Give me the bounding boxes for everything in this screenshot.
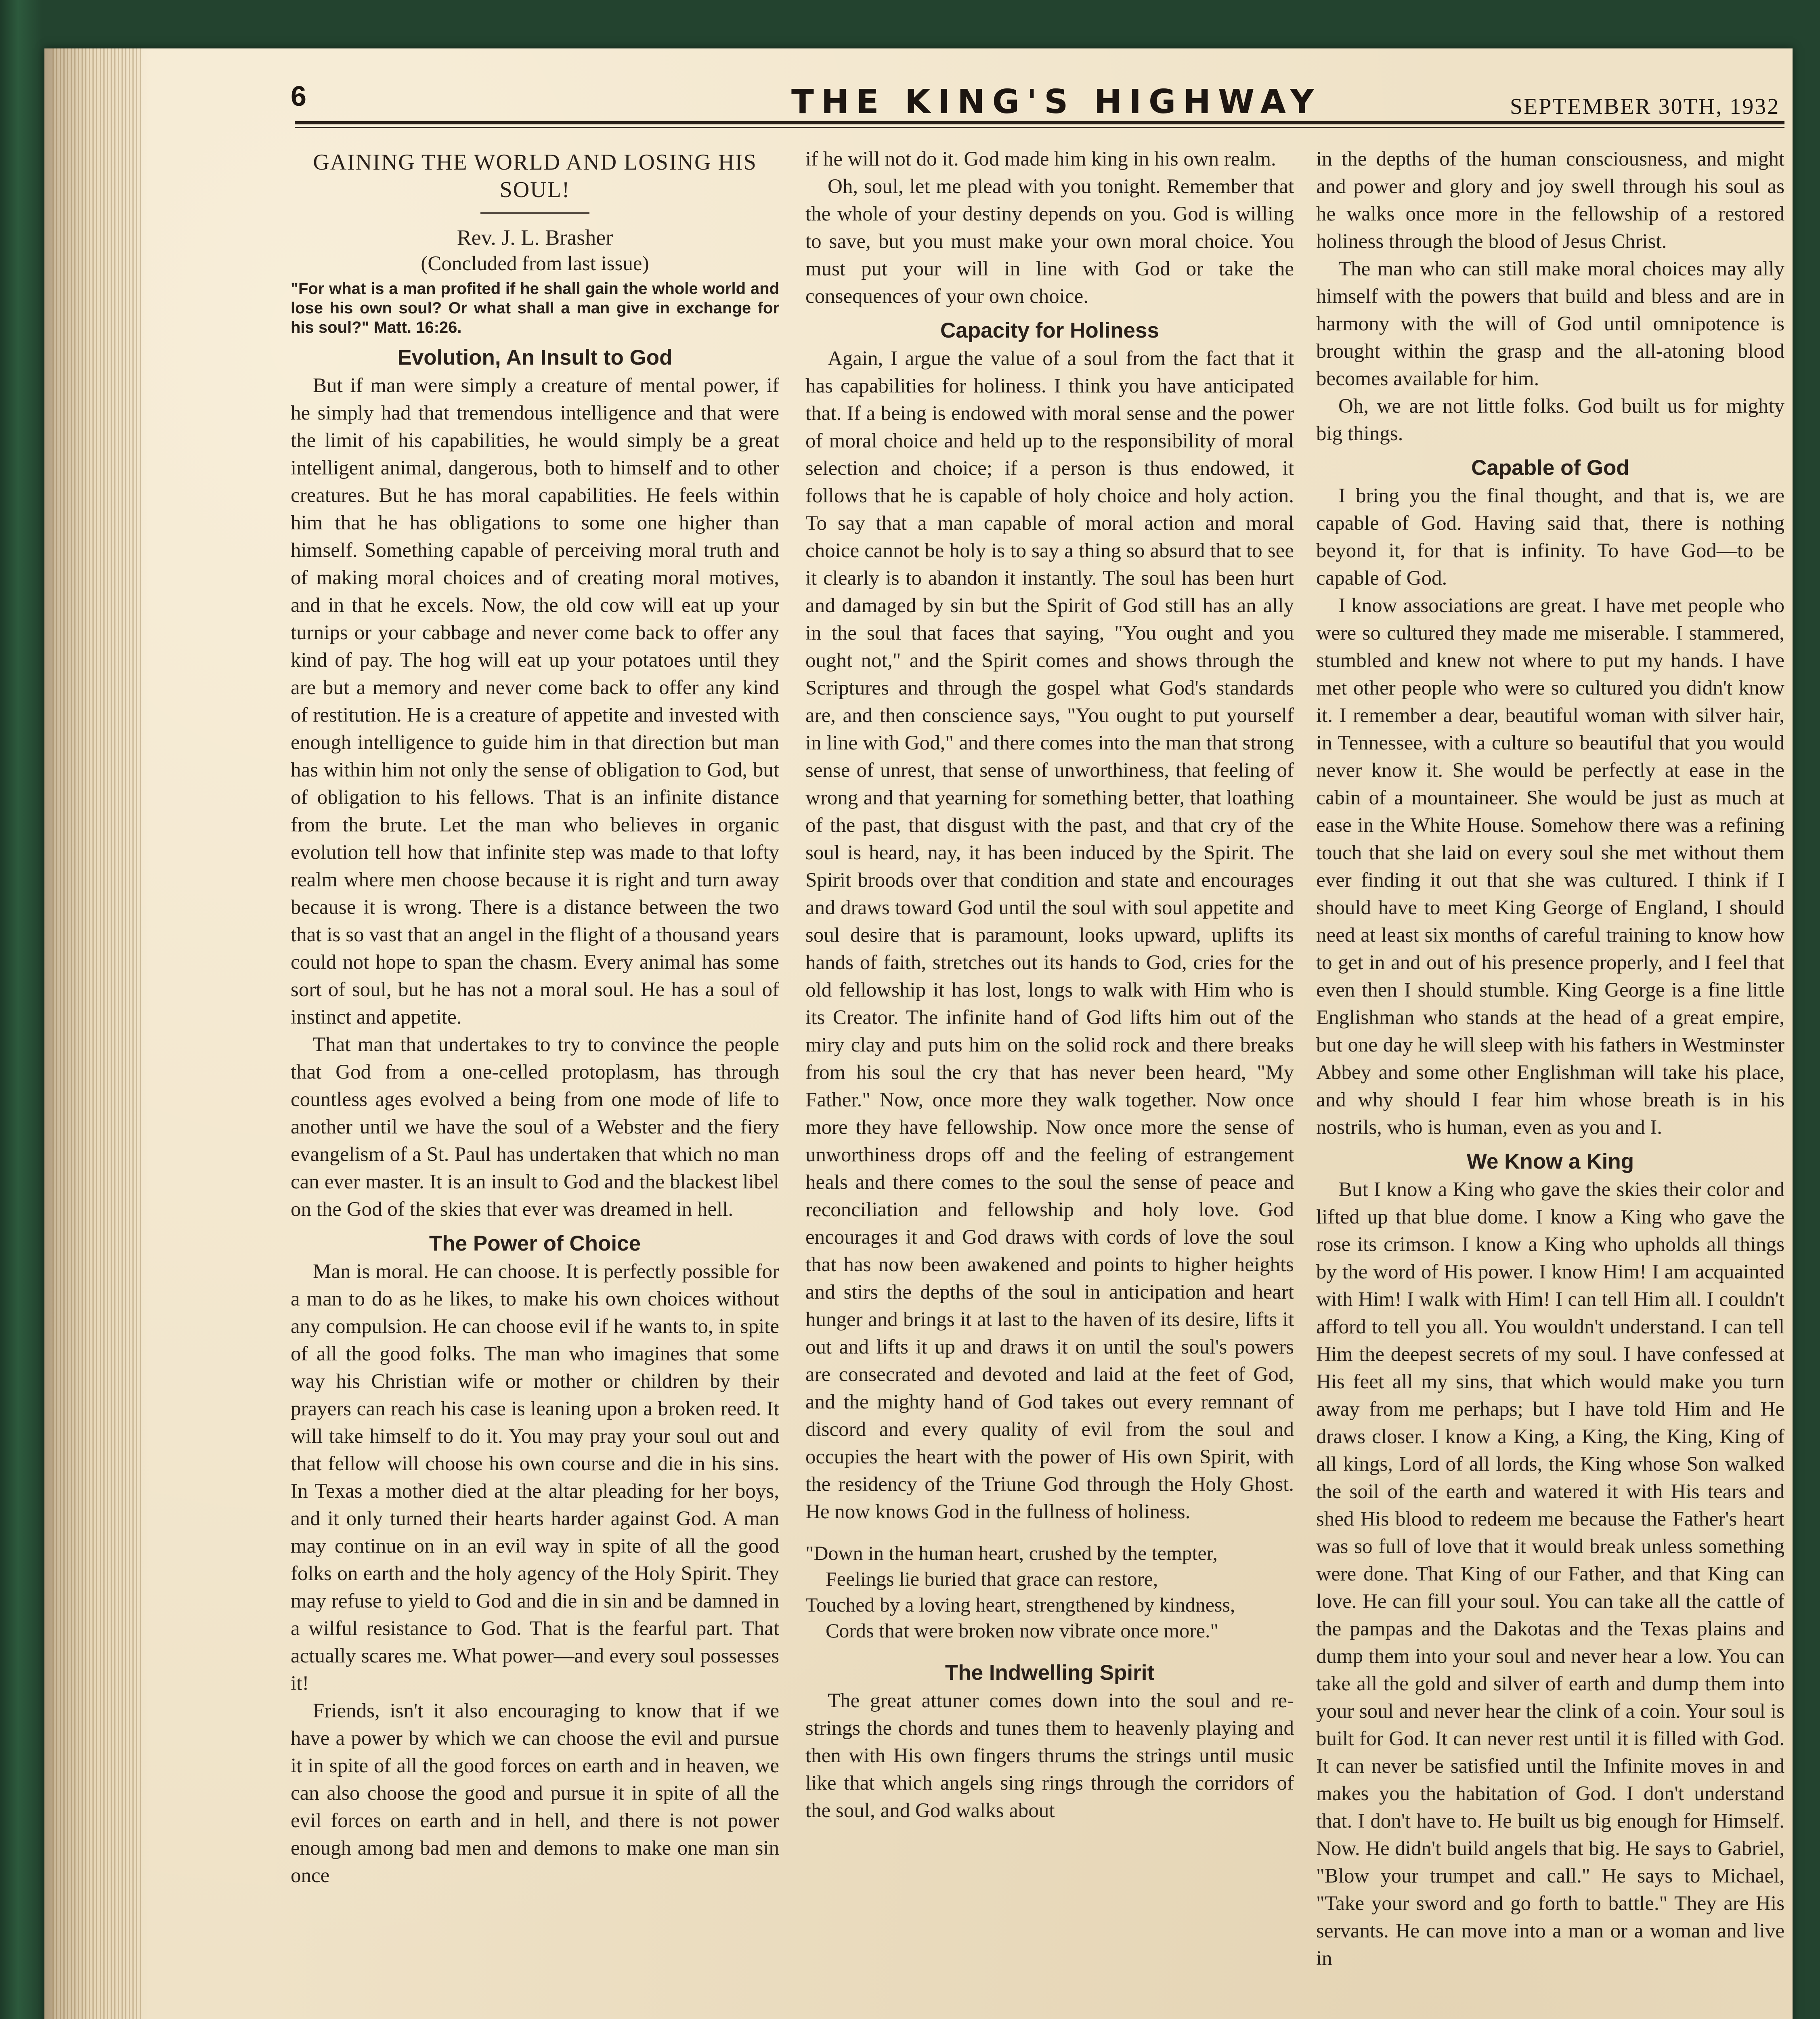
body-paragraph: But I know a King who gave the skies their color and lifted up that blue dome. I know a King who gave the rose its crimson. I know a King who upholds all things by the word of His power. I know Him! I am acquainted with Him! I walk with Him! I can tell Him all. I couldn't afford to tell you all. You wouldn't understand. I can tell Him the deepest secrets of my soul. I have confessed at His feet all my sins, that which would make you turn away from me perhaps; but I have told Him and He draws closer. I know a King, a King, the King, King of all kings, Lord of all lords, the King whose Son walked the soil of the earth and watered it with His tears and shed His blood to redeem me because the Father's heart was so full of love that it would break unless something were done. That King of our Father, and that King can love. He can fill your soul. You can take all the cattle of the pampas and the Dakotas and the Texas plains and dump them into your soul and never hear a low. You can take all the gold and silver of earth and dump them into your soul and never hear the clink of a coin. Your soul is built for God. It can never rest until it is filled with God. It can never be satisfied until the Infinite moves in and makes you the habitation of God. I don't understand that. I don't have to. He built us big enough for Himself. Now. He didn't build angels that big. He says to Gabriel, "Blow your trumpet and call." He says to Michael, "Take your sword and go forth to battle." They are His servants. He can move into a man or a woman and live in: [1316, 1178, 1784, 1970]
scripture-epigraph: "For what is a man profited if he shall gain the whole world and lose his own soul? Or what shall a man give in exchange for his soul?" Matt. 16:26.: [291, 280, 779, 336]
text-column-3: [1316, 145, 1784, 2019]
body-paragraph: That man that undertakes to try to convince the people that God from a one-celled protoplasm, has through countless ages evolved a being from one mode of life to another until we have the soul of a Webster and the fiery evangelism of a St. Paul has undertaken that which no man can ever master. It is an insult to God and the blackest libel on the God of the skies that ever was dreamed in hell.: [291, 1033, 779, 1221]
section-heading: Capacity for Holiness: [940, 319, 1159, 342]
continuation-note: (Concluded from last issue): [421, 252, 649, 275]
body-paragraph: But if man were simply a creature of mental power, if he simply had that tremendous intelligence and that were the limit of his capabilities, he would simply be a great intelligent animal, dangerous, both to himself and to other creatures. But he has moral capabilities. He feels within him that he has obligations to some one higher than himself. Something capable of perceiving moral truth and of making moral choices and of creating moral motives, and in that he excels. Now, the old cow will eat up your turnips or your cabbage and never come back to offer any kind of pay. The hog will eat up your potatoes until they are but a memory and never come back to offer any kind of restitution. He is a creature of appetite and invested with enough intelligence to guide him in that direction but man has within him not only the sense of obligation to God, but of obligation to his fellows. That is an infinite distance from the brute. Let the man who believes in organic evolution tell how that infinite step was made to that lofty realm where men choose because it is right and turn away because it is wrong. There is a distance between the two that is so vast that an angel in the flight of a thousand years could not hope to span the chasm. Every animal has some sort of soul, but he has not a moral soul. He has a soul of instinct and appetite.: [291, 374, 779, 1028]
body-paragraph: The great attuner comes down into the soul and re-strings the chords and tunes them to heavenly playing and then with His own fingers thrums the strings until music like that which angels sing rings through the corridors of the soul, and God walks about: [805, 1689, 1294, 1822]
page-number: 6: [291, 80, 306, 112]
section-heading: Capable of God: [1471, 456, 1629, 480]
section-heading: The Indwelling Spirit: [945, 1661, 1155, 1685]
text-column-2: [805, 145, 1294, 2019]
section-heading: We Know a King: [1466, 1150, 1634, 1173]
issue-date: SEPTEMBER 30TH, 1932: [1510, 94, 1780, 119]
body-paragraph: I bring you the final thought, and that is, we are capable of God. Having said that, there is nothing beyond it, for that is infinity. To have God—to be capable of God.: [1316, 485, 1784, 590]
body-paragraph: Again, I argue the value of a soul from the fact that it has capabilities for holiness. I think you have anticipated that. If a being is endowed with moral sense and the power of moral choice and held up to the responsibility of moral selection and choice; if a person is thus endowed, it follows that he is capable of holy choice and holy action. To say that a man capable of moral action and moral choice cannot be holy is to say a thing so absurd that to see it clearly is to abandon it instantly. The soul has been hurt and damaged by sin but the Spirit of God still has an ally in the soul that faces that saying, "You ought and you ought not," and the Spirit comes and shows through the Scriptures and through the gospel what God's standards are, and then conscience says, "You ought to put yourself in line with God," and there comes into the man that strong sense of unrest, that sense of unworthiness, that feeling of wrong and that yearning for something better, that loathing of the past, that disgust with the past, and that cry of the soul is heard, nay, it has been induced by the Spirit. The Spirit broods over that condition and state and encourages and draws toward God until the soul with soul appetite and soul desire that is paramount, looks upward, uplifts its hands of faith, stretches out its hands to God, cries for the old fellowship it has lost, longs to walk with Him who is its Creator. The infinite hand of God lifts him out of the miry clay and puts him on the solid rock and there breaks from his soul the cry that has never been heard, "My Father." Now, once more they walk together. Now once more they have fellowship. Now once more the sense of unworthiness drops off and the feeling of estrangement heals and there comes to the soul the sense of peace and reconciliation and fellowship and holy love. God encourages it and God draws with cords of love the soul that has now been awakened and points to higher heights and stirs the depths of the soul in anticipation and heart hunger and brings it at last to the haven of its desire, lifts it out and lifts it up and draws it on until the soul's powers are consecrated and devoted and laid at the feet of God, and the mighty hand of God takes out every remnant of discord and every quality of evil from the soul and occupies the heart with the power of His own Spirit, with the residency of the Triune God through the Holy Ghost. He now knows God in the fullness of holiness.: [805, 347, 1294, 1523]
page-binding-edge: [44, 48, 149, 2019]
poem-line: "Down in the human heart, crushed by the tempter,: [805, 1542, 1218, 1564]
poem-line: Cords that were broken now vibrate once more.": [826, 1619, 1218, 1642]
body-paragraph: Man is moral. He can choose. It is perfectly possible for a man to do as he likes, to make his own choices without any compulsion. He can choose evil if he wants to, in spite of all the good folks. The man who imagines that some way his Christian wife or mother or children by their prayers can reach his case is leaning upon a broken reed. It will take himself to do it. You may pray your soul out and that fellow will choose his own course and die in his sins. In Texas a mother died at the altar pleading for her boys, and it only turned their hearts harder against God. A man may continue on in an evil way in spite of all the good folks on earth and the holy agency of the Holy Spirit. They may refuse to yield to God and die in sin and be damned in a wilful resistance to God. That is the fearful part. That actually scares me. What power—and every soul possesses it!: [291, 1260, 779, 1695]
section-heading: Evolution, An Insult to God: [397, 346, 673, 369]
body-paragraph: in the depths of the human consciousness, and might and power and glory and joy swell through his soul as he walks once more in the fellowship of a restored holiness through the blood of Jesus Christ.: [1316, 148, 1784, 253]
body-paragraph: if he will not do it. God made him king in his own realm.: [805, 148, 1276, 170]
masthead-rule: [295, 121, 1784, 124]
body-paragraph: Oh, soul, let me plead with you tonight. Remember that the whole of your destiny depends on you. God is willing to save, but you must make your own moral choice. You must put your will in line with God or take the consequences of your own choice.: [805, 175, 1294, 308]
text-column-1: [291, 145, 779, 2019]
section-heading: The Power of Choice: [429, 1232, 641, 1255]
masthead-rule-thin: [295, 127, 1784, 128]
body-paragraph: Friends, isn't it also encouraging to know that if we have a power by which we can choose the evil and pursue it in spite of all the good forces on earth and in heaven, we can also choose the good and pursue it in spite of all the evil forces on earth and in hell, and there is not power enough among bad men and demons to make one man sin once: [291, 1700, 779, 1887]
body-paragraph: I know associations are great. I have met people who were so cultured they made me miserable. I stammered, stumbled and knew not where to put my hands. I have met other people who were so cultured you didn't know it. I remember a dear, beautiful woman with silver hair, in Tennessee, with a culture so beautiful that you would never know it. She would be perfectly at ease in the cabin of a mountaineer. She would be just as much at ease in the White House. Somehow there was a refining touch that she laid on every soul she met without them ever finding it out that she was cultured. I think if I should have to meet King George of England, I should need at least six months of careful training to know how to get in and out of his presence properly, and I feel that even then I should stumble. King George is a fine little Englishman who stands at the head of a great empire, but one day he will sleep with his fathers in Westminster Abbey and some other Englishman will take his place, and why should I fear him whose breath is in his nostrils, who is human, even as you and I.: [1316, 594, 1784, 1139]
poem-line: Touched by a loving heart, strengthened by kindness,: [805, 1593, 1235, 1616]
title-rule: [480, 212, 589, 214]
poem-line: Feelings lie buried that grace can restore,: [826, 1568, 1158, 1590]
article-title: GAINING THE WORLD AND LOSING HIS SOUL!: [313, 150, 757, 202]
body-paragraph: The man who can still make moral choices may ally himself with the powers that build and bless and are in harmony with the will of God until omnipotence is brought within the grasp and the all-atoning blood becomes available for him.: [1316, 258, 1784, 390]
page-stack: [52, 48, 141, 2019]
poem-stanza: [805, 1540, 1294, 1643]
masthead-title: THE KING'S HIGHWAY: [791, 83, 1321, 121]
body-paragraph: Oh, we are not little folks. God built us for mighty big things.: [1316, 395, 1784, 445]
article-author: Rev. J. L. Brasher: [457, 225, 613, 250]
